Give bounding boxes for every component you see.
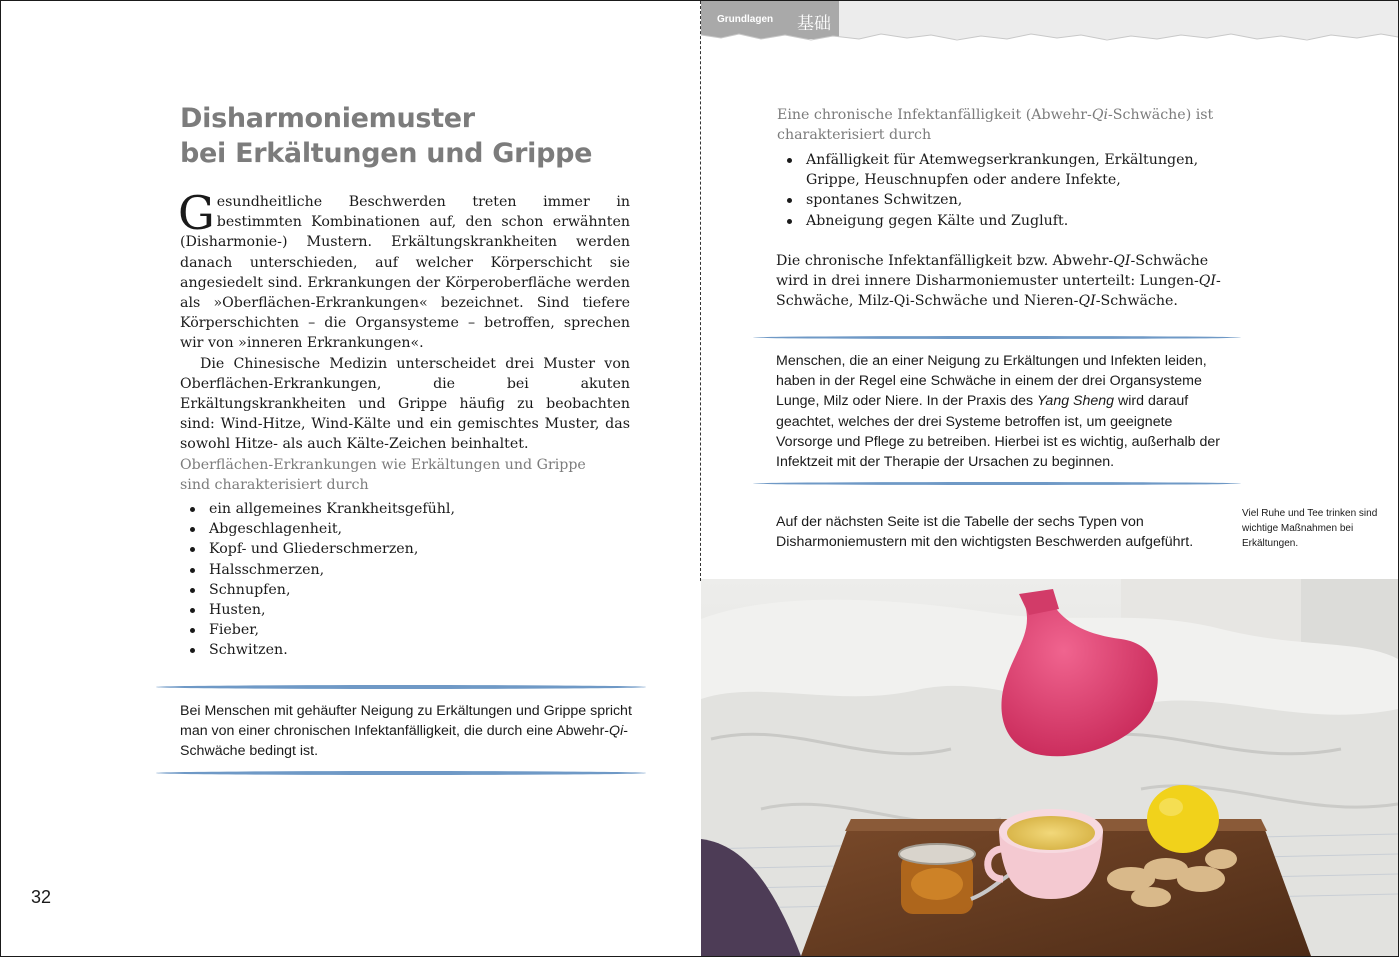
title-line-1: Disharmoniemuster	[180, 103, 475, 134]
qi-term: Qi	[1091, 107, 1109, 123]
para-text-2: -Schwäche wird in drei innere Disharmoniemuster unterteilt: Lungen-	[776, 253, 1209, 290]
page-number: 32	[31, 887, 52, 907]
box-text-1: Menschen, die an einer Neigung zu Erkältungen und Infekten leiden, haben in der Regel eine Schwäche in einem der drei Organsysteme Lunge, Milz oder Niere. In der Praxis des	[776, 353, 1207, 410]
blue-rule-bottom	[156, 771, 646, 775]
list-item: Fieber,	[180, 620, 610, 640]
chapter-label: Grundlagen	[717, 14, 774, 25]
list-item: Abgeschlagenheit,	[180, 519, 610, 539]
symptoms-subheading: Oberflächen-Erkrankungen wie Erkältungen und Grippe sind charakterisiert durch	[180, 457, 586, 494]
para-text-1: Die chronische Infektanfälligkeit bzw. Abwehr-	[776, 253, 1114, 269]
infect-subheading-text-2: -Schwäche) ist charakterisiert durch	[777, 107, 1214, 144]
list-item: ein allgemeines Krankheitsgefühl,	[180, 499, 610, 519]
list-item: Husten,	[180, 600, 610, 620]
honey-jar-shape	[899, 844, 975, 914]
title-line-2: bei Erkältungen und Grippe	[180, 138, 593, 169]
page-title	[180, 101, 592, 171]
symptom-list	[180, 499, 610, 661]
chapter-cjk-label: 基础	[797, 14, 831, 34]
list-item: Schwitzen.	[180, 640, 610, 660]
qi-term: QI	[1198, 273, 1217, 290]
info-box-left-text-2: -Schwäche bedingt ist.	[180, 723, 628, 760]
blue-rule-bottom-right	[753, 482, 1241, 485]
list-item: Schnupfen,	[180, 580, 610, 600]
intro-paragraph-1	[178, 186, 630, 354]
para-text-3: -Schwäche, Milz-Qi-Schwäche und Nieren-	[776, 273, 1221, 310]
list-item: Anfälligkeit für Atemwegserkrankungen, Erkältungen, Grippe, Heuschnupfen oder andere Infekte,	[777, 150, 1227, 190]
intro-paragraph-2: Die Chinesische Medizin unterscheidet drei Muster von Oberflächen-Erkrankungen, die bei akuten Erkältungskrankheiten und Grippe häufig zu beobachten sind: Wind-Hitze, Wind-Kälte und ein gemischtes Muster, das sowohl Hitze- als auch Kälte-Zeichen beinhaltet.	[180, 355, 630, 453]
info-box-right	[776, 351, 1226, 472]
qi-term: QI	[1078, 293, 1096, 310]
infect-list	[777, 150, 1227, 231]
list-item: spontanes Schwitzen,	[777, 190, 1227, 210]
next-page-note: Auf der nächsten Seite ist die Tabelle der sechs Typen von Disharmoniemustern mit den wichtigsten Beschwerden aufgeführt.	[776, 514, 1194, 551]
photo-caption: Viel Ruhe und Tee trinken sind wichtige Maßnahmen bei Erkältungen.	[1242, 508, 1378, 549]
drop-cap: G	[178, 186, 215, 240]
intro-text	[178, 186, 630, 455]
blue-rule-top	[156, 685, 646, 689]
infect-subheading	[777, 105, 1222, 145]
lemon-shape	[1147, 785, 1219, 853]
qi-term: Qi	[609, 723, 624, 740]
para-text-4: -Schwäche.	[1095, 293, 1178, 310]
list-item: Kopf- und Gliederschmerzen,	[180, 539, 610, 559]
disharmony-paragraph	[776, 251, 1226, 312]
infect-subheading-text-1: Eine chronische Infektanfälligkeit (Abwehr-	[777, 107, 1092, 123]
box-text-2: wird darauf geachtet, welches der drei Systeme betroffen ist, um geeignete Vorsorge und Pflege zu betreiben. Hierbei ist es wichtig, außerhalb der Infektzeit mit der Therapie der Ursachen zu beginnen.	[776, 393, 1221, 471]
list-item: Halsschmerzen,	[180, 560, 610, 580]
qi-term: QI	[1113, 253, 1131, 269]
blue-rule-top-right	[753, 336, 1241, 339]
info-box-left-text-1: Bei Menschen mit gehäufter Neigung zu Erkältungen und Grippe spricht man von einer chronischen Infektanfälligkeit, die durch eine Abwehr-	[180, 703, 632, 740]
torn-paper-edge	[701, 31, 1398, 45]
intro-paragraph-1-text: esundheitliche Beschwerden treten immer in bestimmten Kombinationen auf, den schon erwähnten (Disharmonie-) Mustern. Erkältungskrankheiten werden danach unterschieden, auf welcher Körperschicht sie angesiedelt sind. Erkrankungen der Körperoberfläche werden als »Oberflächen-Erkrankungen« bezeichnet. Sind tiefere Körperschichten – die Organsysteme – betroffen, sprechen wir von »inneren Erkrankungen«.	[180, 194, 630, 352]
photo-bed-tea-tray	[701, 579, 1398, 956]
list-item: Abneigung gegen Kälte und Zugluft.	[777, 211, 1227, 231]
yang-sheng-term: Yang Sheng	[1037, 393, 1115, 410]
info-box-left	[180, 701, 635, 762]
